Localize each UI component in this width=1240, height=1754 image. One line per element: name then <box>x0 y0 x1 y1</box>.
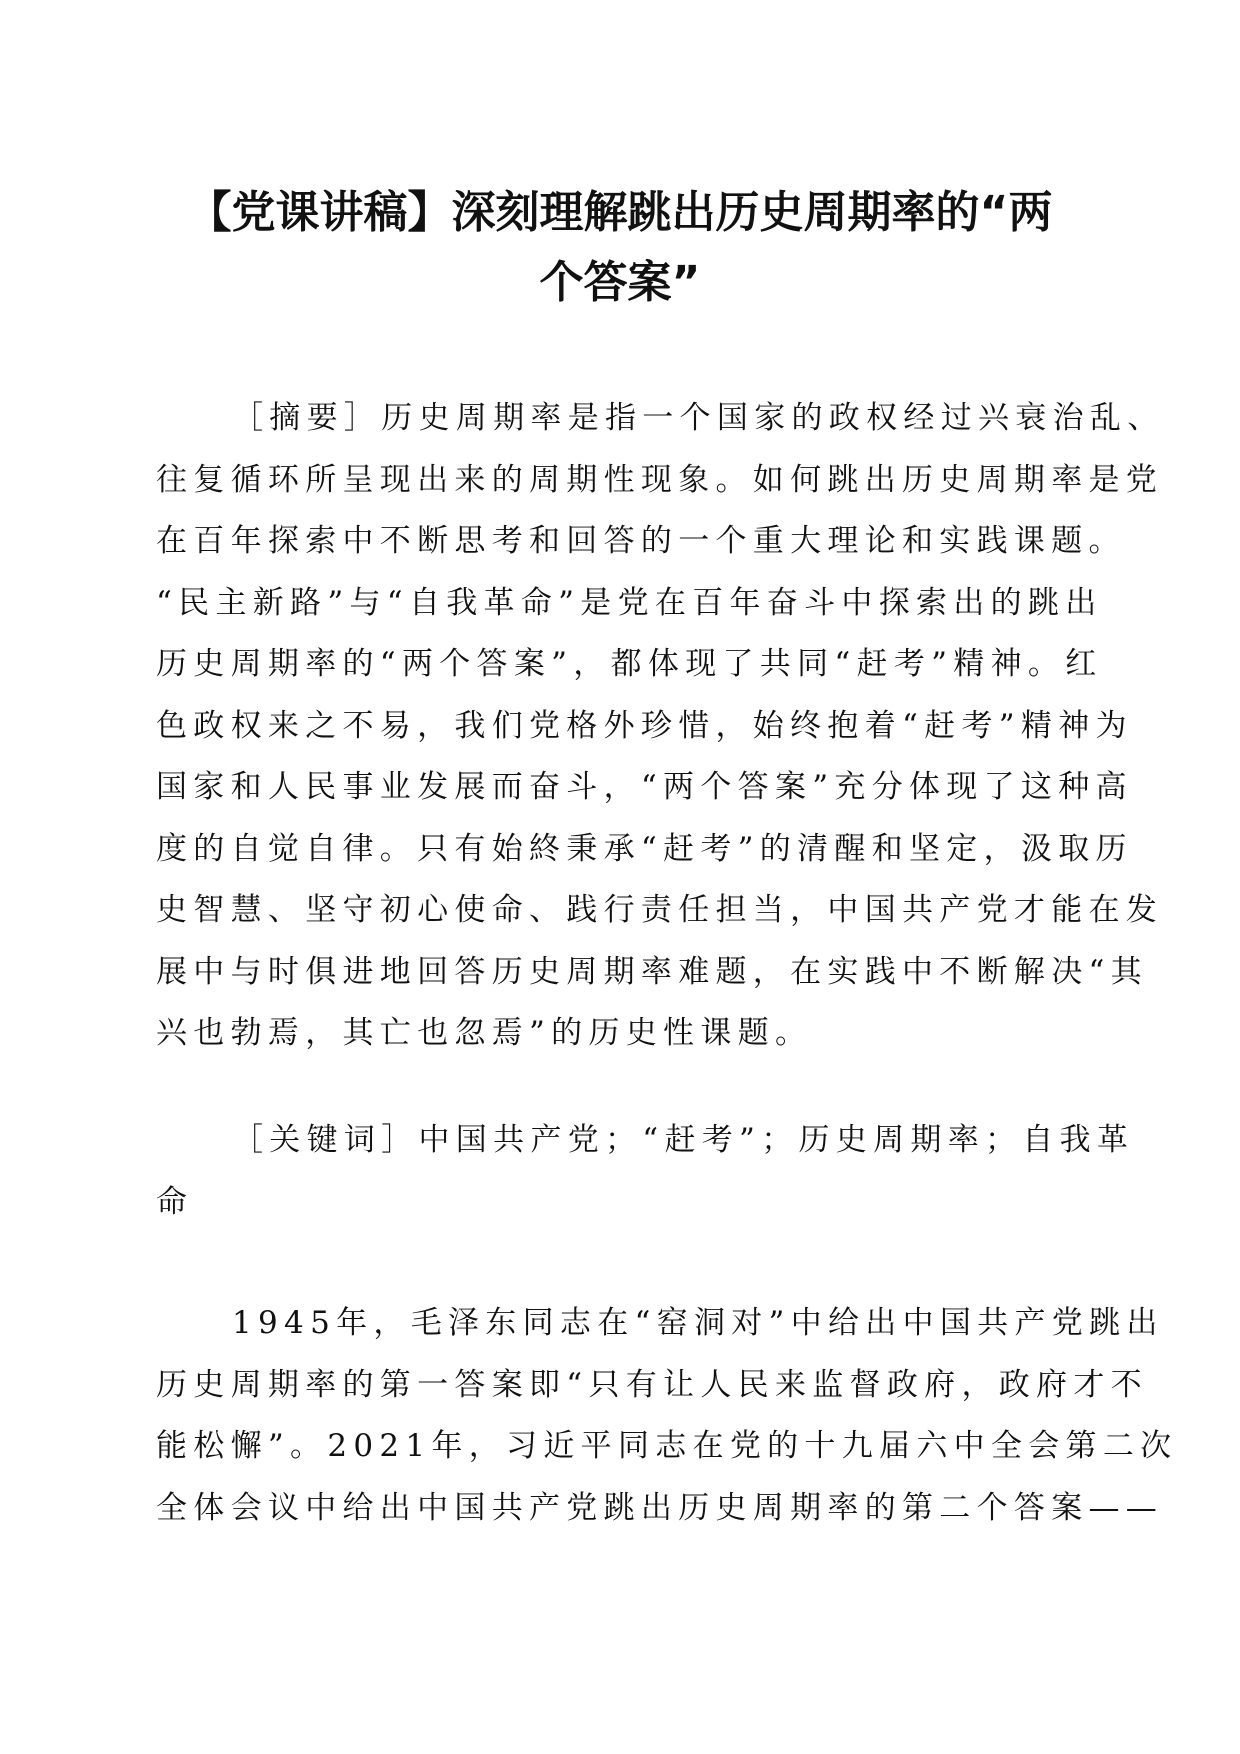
abstract-line: 展中与时俱进地回答历史周期率难题，在实践中不断解决“其 <box>156 953 1148 990</box>
abstract-line: ［摘要］历史周期率是指一个国家的政权经过兴衰治乱、 <box>232 400 1165 436</box>
abstract-line: 兴也勃焉，其亡也忽焉”的历史性课题。 <box>156 1015 813 1051</box>
body-paragraph <box>156 1293 1178 1539</box>
abstract-line: 往复循环所呈现出来的周期性现象。如何跳出历史周期率是党 <box>156 461 1164 498</box>
keywords-paragraph <box>156 1110 1135 1233</box>
abstract-line: 在百年探索中不断思考和回答的一个重大理论和实践课题。 <box>156 523 1126 559</box>
abstract-line: 国家和人民事业发展而奋斗，“两个答案”充分体现了这种高 <box>156 769 1133 805</box>
abstract-paragraph <box>156 388 1165 1065</box>
body-line: 全体会议中给出中国共产党跳出历史周期率的第二个答案—— <box>156 1489 1164 1526</box>
abstract-line: “民主新路”与“自我革命”是党在百年奋斗中探索出的跳出 <box>156 584 1103 621</box>
abstract-line: 史智慧、坚守初心使命、践行责任担当，中国共产党才能在发 <box>156 892 1164 928</box>
abstract-line: 色政权来之不易，我们党格外珍惜，始终抱着“赶考”精神为 <box>156 707 1133 744</box>
abstract-line: 度的自觉自律。只有始終秉承“赶考”的清醒和坚定，汲取历 <box>156 830 1133 867</box>
title-line: 个答案” <box>539 257 701 308</box>
body-line: 1945年，毛泽东同志在“窑洞对”中给出中国共产党跳出 <box>232 1305 1164 1341</box>
body-line: 能松懈”。2021年，习近平同志在党的十九届六中全会第二次 <box>156 1428 1178 1464</box>
title-line: 【党课讲稿】深刻理解跳出历史周期率的“两 <box>187 187 1053 238</box>
abstract-line: 历史周期率的“两个答案”，都体现了共同“赶考”精神。红 <box>156 646 1103 682</box>
keywords-line: ［关键词］中国共产党；“赶考”；历史周期率；自我革 <box>232 1122 1135 1158</box>
body-line: 历史周期率的第一答案即“只有让人民来监督政府，政府才不 <box>156 1366 1148 1403</box>
keywords-line: 命 <box>156 1183 194 1220</box>
document-title <box>156 178 1084 318</box>
